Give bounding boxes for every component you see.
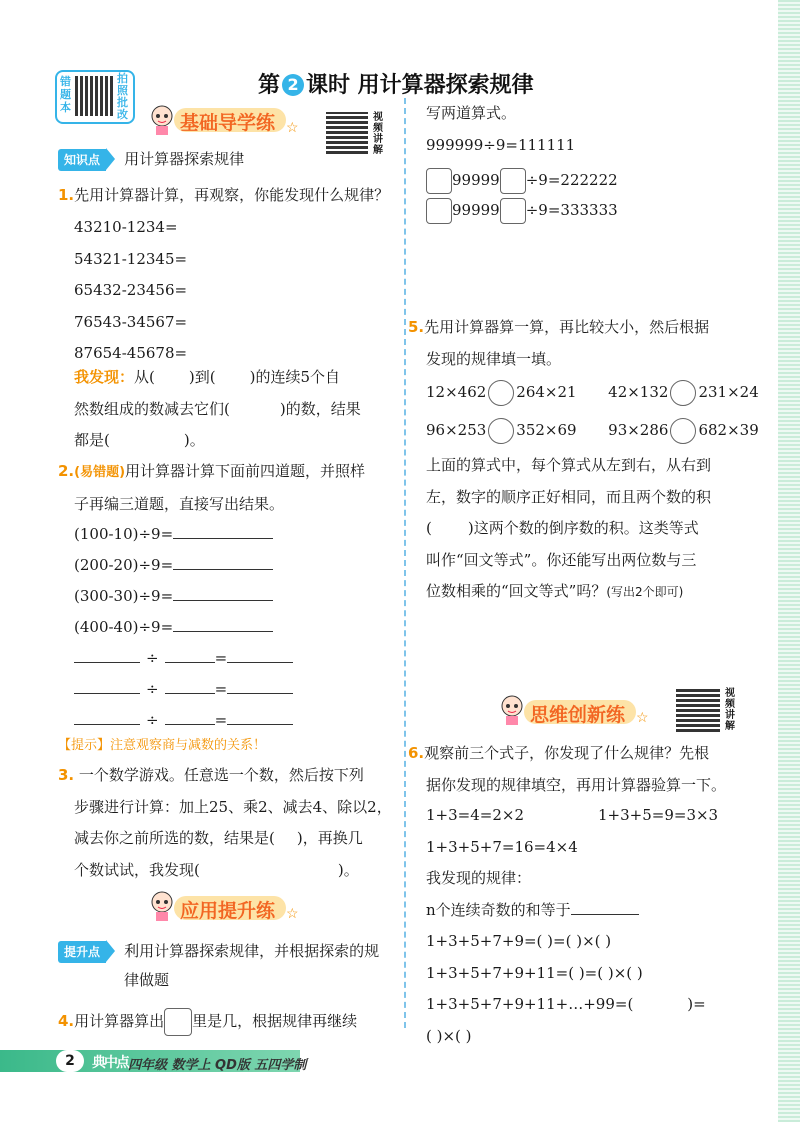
video-qr[interactable] (676, 688, 740, 732)
q4-l3: 99999 (452, 171, 500, 189)
kp-tag: 知识点 (58, 149, 106, 171)
q4-l3b: ÷9=222222 (525, 171, 618, 189)
q5-l2: 发现的规律填一填。 (426, 349, 562, 368)
answer-line[interactable] (173, 524, 273, 539)
answer-line[interactable] (165, 710, 215, 725)
section-header-think (498, 694, 648, 728)
q6-f3a: 1+3+5+7+9+11+…+99=( (426, 995, 634, 1013)
q1-text: 先用计算器计算，再观察，你能发现什么规律？ (74, 186, 390, 204)
q3-number: 3. (58, 766, 75, 784)
cartoon-kid-icon (148, 890, 176, 922)
find-line3a: 都是( (74, 431, 110, 449)
q4-number: 4. (58, 1012, 75, 1030)
q2-line: (400-40)÷9= (74, 618, 174, 636)
star-icon: ☆ (286, 120, 299, 136)
star-icon: ☆ (286, 906, 299, 922)
q1-line: 43210-1234= (74, 218, 178, 236)
brand-logo: 典中点 (92, 1055, 128, 1071)
q1-find (74, 362, 361, 457)
compare-left: 96×253 (426, 421, 487, 439)
q1 (58, 180, 398, 212)
answer-box[interactable] (426, 168, 452, 194)
q6-f1[interactable]: 1+3+5+7+9=( )=( )×( ) (426, 932, 612, 950)
q5-number: 5. (408, 318, 425, 336)
answer-box[interactable] (500, 198, 526, 224)
q6-e1: 1+3=4=2×2 (426, 806, 524, 824)
q2-flag: (易错题) (74, 465, 126, 480)
q4-b: 里是几，根据规律再继续 (192, 1012, 358, 1030)
q2-line: (300-30)÷9= (74, 587, 174, 605)
compare-right: 231×24 (698, 383, 759, 401)
page-number: 2 (56, 1050, 84, 1072)
q6-f3b: )= (687, 995, 706, 1013)
q4-cont-l1: 写两道算式。 (426, 104, 517, 122)
compare-circle[interactable] (670, 418, 696, 444)
answer-line[interactable] (74, 679, 140, 694)
q6-f2[interactable]: 1+3+5+7+9+11=( )=( )×( ) (426, 963, 643, 982)
op-eq: = (214, 711, 228, 729)
q4-box-lines (426, 168, 618, 228)
answer-box[interactable] (500, 168, 526, 194)
q6-l1: 观察前三个式子，你发现了什么规律？先根 (424, 744, 710, 762)
compare-left: 93×286 (608, 421, 669, 439)
kp-tag-arrow (106, 148, 115, 170)
q1-line: 54321-12345= (74, 249, 188, 268)
op-eq: = (214, 680, 228, 698)
q5-p5b: (写出2个即可) (606, 585, 684, 599)
section-header-basic (148, 104, 298, 138)
knowledge-point (58, 148, 244, 171)
video-label: 视频讲解 (725, 688, 735, 732)
compare-left: 12×462 (426, 383, 487, 401)
q6-e2: 1+3+5=9=3×3 (598, 806, 719, 824)
section-header-apply (148, 890, 298, 924)
op-div: ÷ (146, 680, 159, 698)
compare-right: 682×39 (698, 421, 759, 439)
compare-circle[interactable] (670, 380, 696, 406)
title-prefix: 第 (258, 73, 281, 98)
q5-p1: 上面的算式中，每个算式从左到右，从右到 (426, 456, 712, 474)
kp2-tag-arrow (106, 940, 115, 962)
q1-lines (74, 220, 187, 378)
hint-text: 注意观察商与减数的关系！ (110, 738, 267, 753)
q2-hint (58, 734, 266, 753)
op-eq: = (214, 649, 228, 667)
q4-l4b: ÷9=333333 (525, 201, 618, 219)
badge-label-a: 错题本 (60, 75, 71, 114)
hint-label: 【提示】 (58, 738, 111, 753)
kp2-text1: 利用计算器探索规律，并根据探索的规 (124, 942, 380, 960)
q2-custom-lines (74, 648, 293, 741)
q3-l4b: )。 (337, 860, 359, 879)
lesson-number-badge: 2 (282, 74, 304, 96)
answer-line[interactable] (173, 586, 273, 601)
find-line2a: 然数组成的数减去它们( (74, 399, 230, 418)
qr-code-icon (676, 688, 720, 732)
find-b: )到( (188, 368, 216, 386)
column-divider (404, 98, 406, 1028)
video-qr[interactable] (326, 112, 386, 156)
op-div: ÷ (146, 649, 159, 667)
q2-line: (100-10)÷9= (74, 525, 174, 543)
cartoon-kid-icon (148, 104, 176, 136)
q6-number: 6. (408, 744, 425, 762)
answer-line[interactable] (173, 555, 273, 570)
q2-number: 2. (58, 462, 75, 480)
q5-p5a: 位数相乘的“回文等式”吗？ (426, 582, 607, 600)
q2-text2: 子再编三道题，直接写出结果。 (74, 494, 285, 513)
badge-label-b: 拍照批改 (117, 72, 128, 121)
q5-p4: 叫作“回文等式”。你还能写出两位数与三 (426, 550, 697, 569)
compare-right: 264×21 (516, 383, 577, 401)
q6 (408, 738, 726, 801)
answer-line[interactable] (227, 679, 293, 694)
qr-code-icon (326, 112, 368, 154)
answer-line[interactable] (227, 648, 293, 663)
op-div: ÷ (146, 711, 159, 729)
q4-l4: 99999 (452, 201, 500, 219)
q4-continued (426, 98, 575, 161)
q3-l4a: 个数试试，我发现( (74, 860, 200, 879)
answer-line[interactable] (165, 679, 215, 694)
answer-line[interactable] (74, 648, 140, 663)
q4 (58, 1006, 357, 1038)
q2-line: (200-20)÷9= (74, 556, 174, 574)
q5-p2: 左，数字的顺序正好相同，而且两个数的积 (426, 487, 712, 506)
q3-l3b: )，再换几 (296, 829, 363, 847)
q5-l1: 先用计算器算一算，再比较大小，然后根据 (424, 318, 710, 336)
answer-line[interactable] (165, 648, 215, 663)
q4-cont-l2: 999999÷9=111111 (426, 135, 576, 154)
answer-line[interactable] (227, 710, 293, 725)
q1-number: 1. (58, 186, 75, 204)
q6-rule2: n个连续奇数的和等于 (426, 900, 571, 919)
title-text: 课时 用计算器探索规律 (306, 73, 534, 98)
kp2-tag: 提升点 (58, 941, 106, 963)
q6-e3: 1+3+5+7=16=4×4 (426, 837, 578, 856)
video-label: 视频讲解 (373, 112, 383, 156)
q3-l3a: 减去你之前所选的数，结果是( (74, 829, 275, 847)
answer-line[interactable] (571, 900, 639, 915)
compare-circle[interactable] (488, 418, 514, 444)
star-icon: ☆ (636, 710, 649, 726)
find-a: 从( (134, 368, 155, 386)
compare-circle[interactable] (488, 380, 514, 406)
compare-left: 42×132 (608, 383, 669, 401)
answer-line[interactable] (74, 710, 140, 725)
find-line3b: )。 (183, 431, 205, 449)
q6-rule: 我发现的规律： (426, 869, 532, 887)
q5-paragraph (426, 450, 711, 609)
section-title: 基础导学练 (180, 112, 276, 134)
answer-box[interactable] (426, 198, 452, 224)
page-title (258, 68, 534, 99)
q6-examples (426, 800, 718, 1052)
compare-right: 352×69 (516, 421, 577, 439)
answer-box[interactable] (164, 1008, 192, 1036)
improve-point (58, 940, 379, 990)
q1-line: 65432-23456= (74, 281, 188, 299)
cartoon-kid-icon (498, 694, 526, 726)
q2-text1: 用计算器计算下面前四道题，并照样 (125, 462, 366, 480)
answer-line[interactable] (173, 617, 273, 632)
find-c: )的连续5个自 (249, 368, 340, 386)
q2-lines (74, 524, 273, 648)
q6-l2: 据你发现的规律填空，再用计算器验算一下。 (426, 775, 727, 794)
q5-p3b: )这两个数的倒序数的积。这类等式 (467, 519, 699, 537)
qr-code-icon (75, 76, 115, 116)
kp2-text2: 律做题 (124, 971, 170, 989)
section-title: 思维创新练 (530, 704, 626, 726)
q3-l1: 一个数学游戏。任意选一个数，然后按下列 (78, 766, 364, 784)
q5-p3a: ( (426, 519, 432, 537)
q3 (58, 760, 392, 886)
page-edge-stripe (778, 0, 800, 1122)
find-line2b: )的数，结果 (279, 399, 361, 418)
find-label: 我发现： (74, 368, 135, 386)
q6-f4[interactable]: ( )×( ) (426, 1026, 472, 1045)
q5-compare (426, 380, 759, 456)
q1-line: 87654-45678= (74, 344, 188, 362)
footer-info: 四年级 数学上 QD版 五四学制 (128, 1058, 307, 1073)
q1-line: 76543-34567= (74, 312, 188, 331)
q5 (408, 312, 709, 375)
q3-l2: 步骤进行计算：加上25、乘2、减去4、除以2， (74, 797, 392, 816)
left-badge[interactable] (55, 70, 135, 124)
q2 (58, 456, 365, 520)
section-title: 应用提升练 (180, 900, 276, 922)
kp-text: 用计算器探索规律 (124, 150, 245, 168)
q4-a: 用计算器算出 (74, 1012, 165, 1030)
